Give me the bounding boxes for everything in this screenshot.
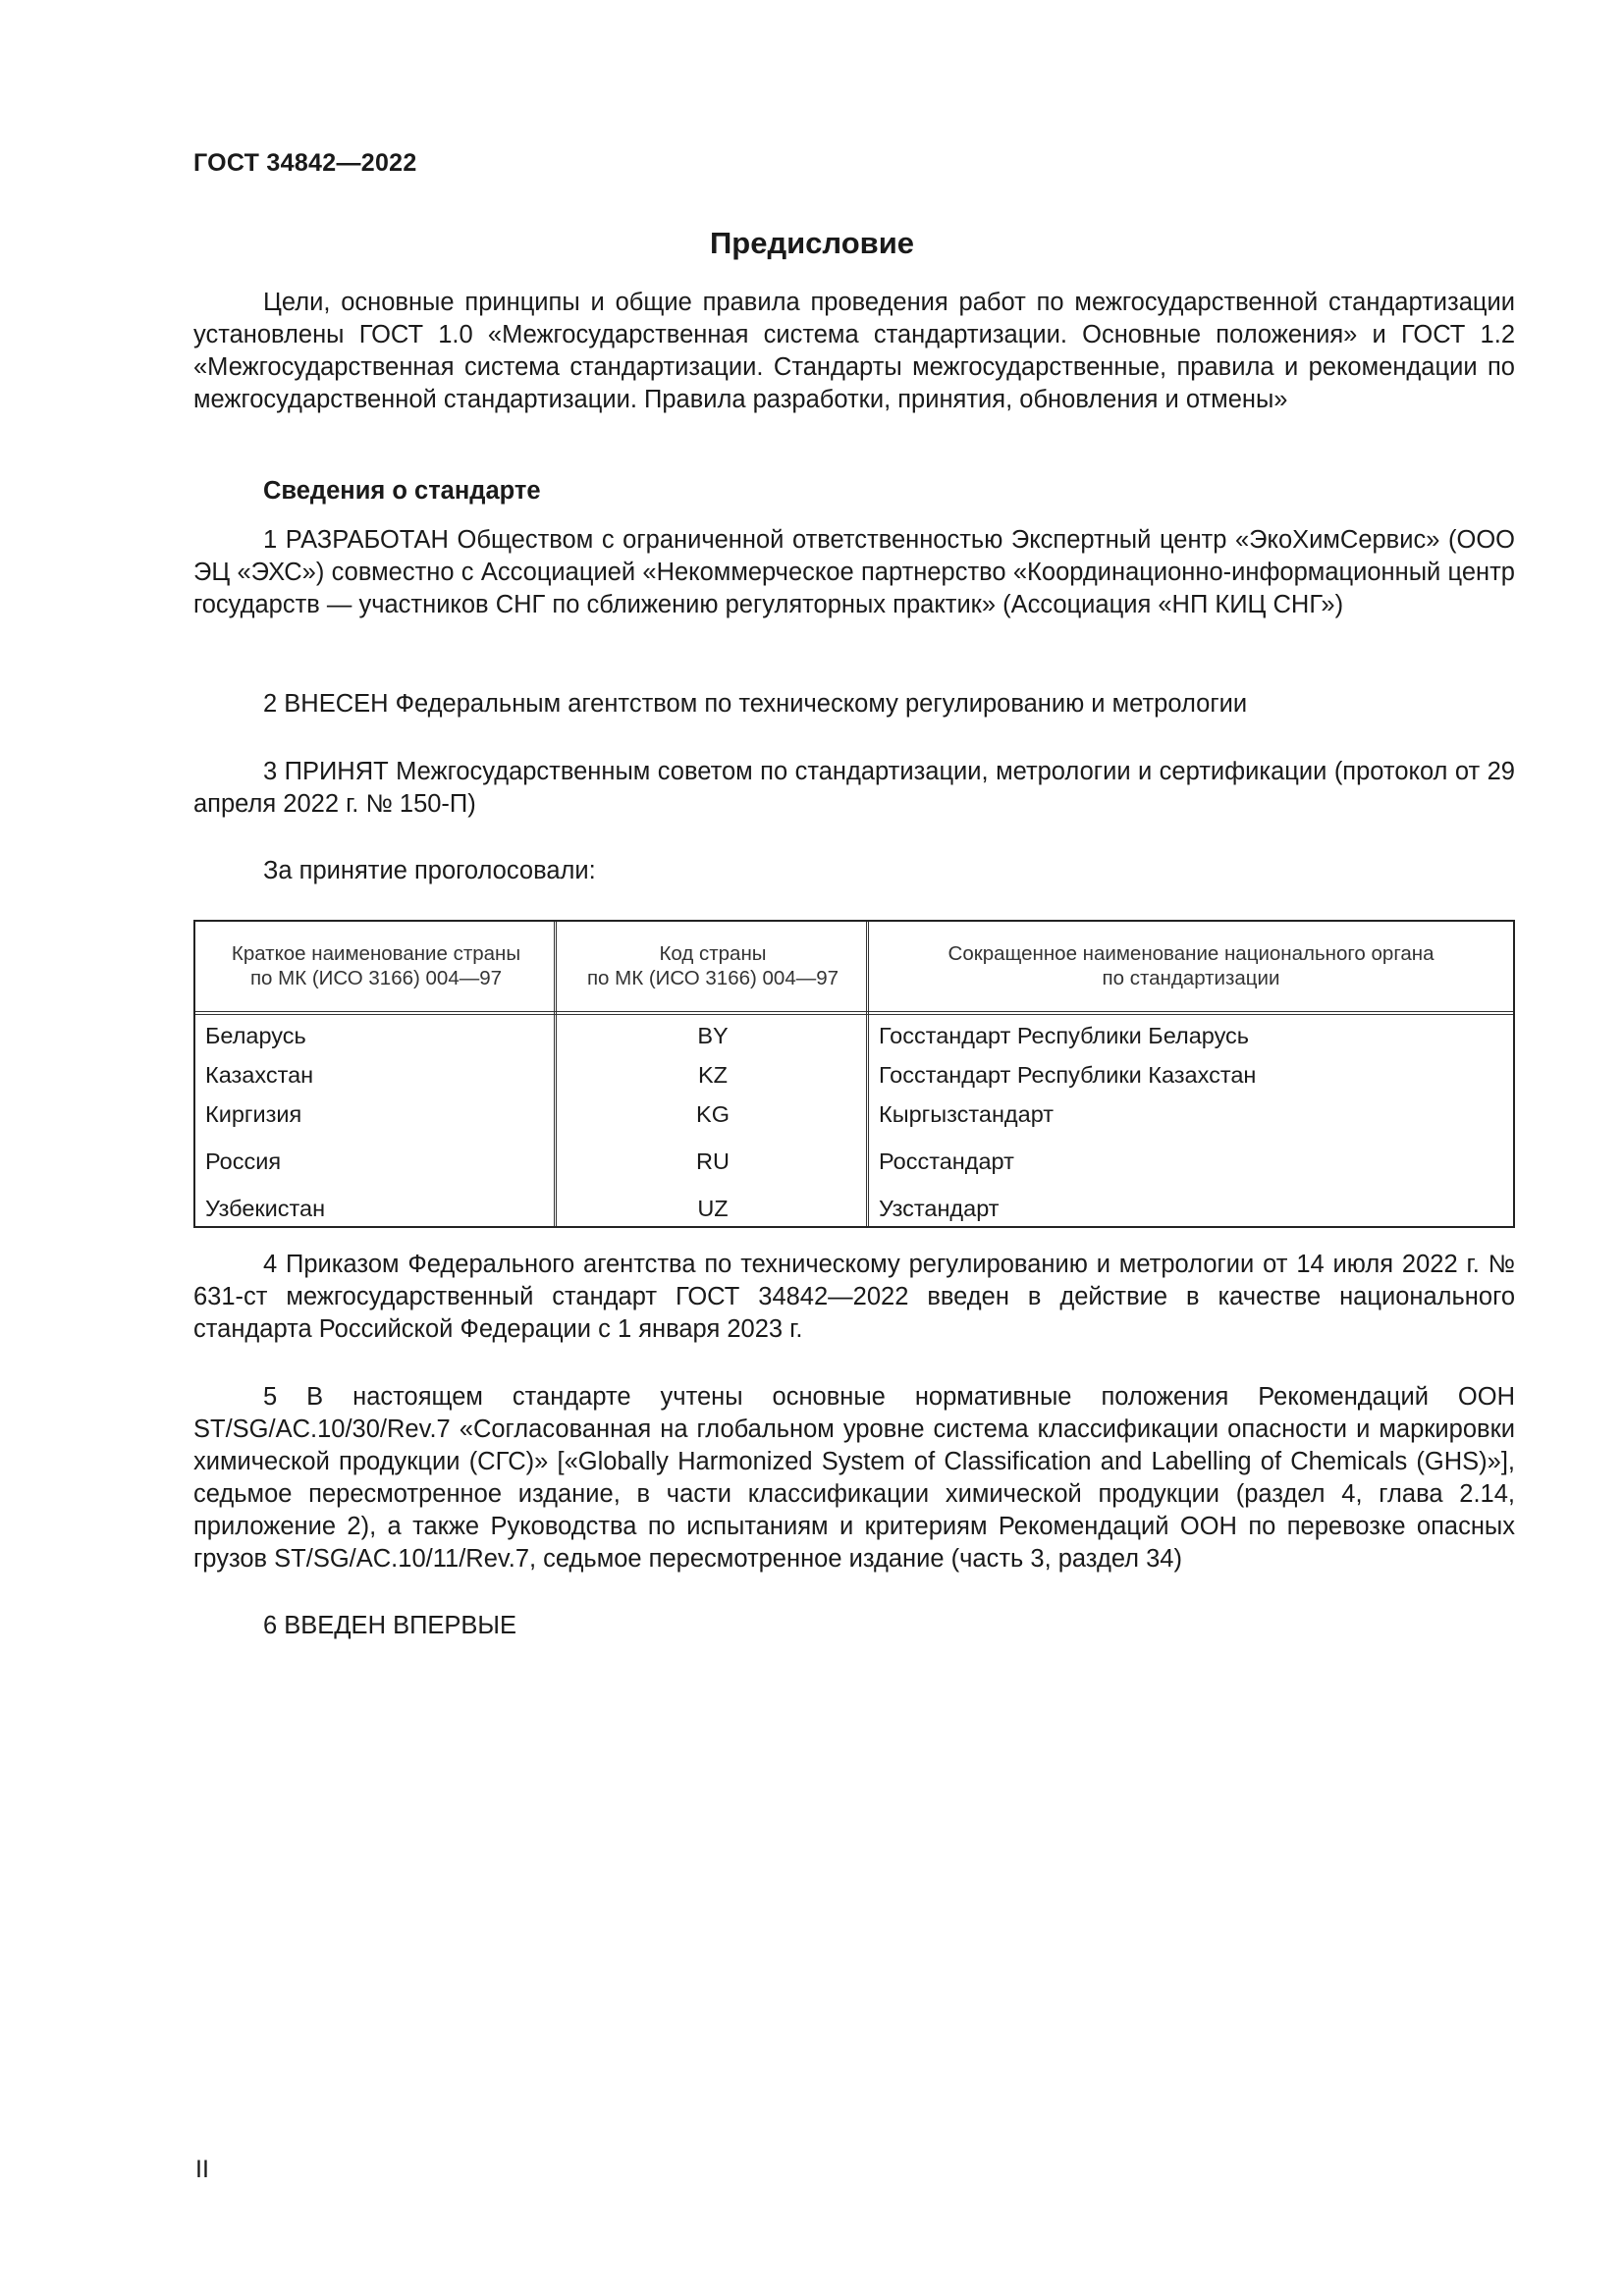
item-1-paragraph: 1 РАЗРАБОТАН Обществом с ограниченной ответственностью Экспертный центр «ЭкоХимСервис» (ООО ЭЦ «ЭХС») совместно с Ассоциацией «Некоммерческое партнерство «Координационно-информационный центр государств — участников СНГ по сближению регуляторных практик» (Ассоциация «НП КИЦ СНГ») [193,526,1515,618]
header-national-body: Сокращенное наименование национального органа по стандартизации [947,942,1435,989]
page-title: Предисловие [709,226,914,260]
body-cell: Росстандарт [879,1148,1014,1174]
country-cell: Узбекистан [205,1196,326,1221]
table-row [195,1023,1513,1056]
header-country-name: Краткое наименование страны по МК (ИСО 3166) 004—97 [231,942,521,989]
code-cell: UZ [697,1196,729,1221]
document-code: ГОСТ 34842—2022 [193,149,417,177]
table-row [195,1101,1513,1135]
item-5-paragraph: 5 В настоящем стандарте учтены основные нормативные положения Рекомендаций ООН ST/SG/AC.10/30/Rev.7 «Согласованная на глобальном уровне система классификации опасности и маркировки химической продукции (СГС)» [«Globally Harmonized System of Classification and Labelling of Chemicals (GHS)»], седьмое пересмотренное издание, в части классификации химической продукции (раздел 4, глава 2.14, приложение 2), а также Руководства по испытаниям и критериям Рекомендаций ООН по перевозке опасных грузов ST/SG/AC.10/11/Rev.7, седьмое пересмотренное издание (часть 3, раздел 34) [193,1383,1515,1573]
country-cell: Киргизия [205,1101,302,1127]
code-cell: KG [696,1101,730,1127]
item-6-paragraph: 6 ВВЕДЕН ВПЕРВЫЕ [263,1612,517,1639]
body-cell: Кыргызстандарт [879,1101,1055,1127]
item-2-paragraph: 2 ВНЕСЕН Федеральным агентством по техническому регулированию и метрологии [263,690,1248,718]
code-cell: KZ [697,1062,729,1088]
country-cell: Россия [205,1148,282,1174]
votes-intro: За принятие проголосовали: [263,857,596,884]
country-cell: Беларусь [205,1023,306,1048]
intro-paragraph: Цели, основные принципы и общие правила проведения работ по межгосударственной стандартизации установлены ГОСТ 1.0 «Межгосударственная система стандартизации. Основные положения» и ГОСТ 1.2 «Межгосударственная система стандартизации. Стандарты межгосударственные, правила и рекомендации по межгосударственной стандартизации. Правила разработки, принятия, обновления и отмены» [193,289,1515,413]
body-cell: Узстандарт [879,1196,1000,1221]
header-country-code: Код страны по МК (ИСО 3166) 004—97 [586,942,839,989]
page-number: II [195,2156,209,2183]
item-4-paragraph: 4 Приказом Федерального агентства по техническому регулированию и метрологии от 14 июля 2022 г. № 631-ст межгосударственный стандарт ГОСТ 34842—2022 введен в действие в качестве национального стандарта Российской Федерации с 1 января 2023 г. [193,1251,1515,1343]
header-divider [195,1011,1513,1015]
votes-table [193,920,1515,1228]
code-cell: BY [697,1023,729,1048]
body-cell: Госстандарт Республики Беларусь [879,1023,1250,1048]
code-cell: RU [696,1148,730,1174]
table-row [195,1062,1513,1095]
body-cell: Госстандарт Республики Казахстан [879,1062,1257,1088]
country-cell: Казахстан [205,1062,314,1088]
section-subheading: Сведения о стандарте [263,477,541,505]
item-3-paragraph: 3 ПРИНЯТ Межгосударственным советом по стандартизации, метрологии и сертификации (протокол от 29 апреля 2022 г. № 150-П) [193,758,1515,818]
table-row [195,1196,1513,1229]
table-row [195,1148,1513,1182]
